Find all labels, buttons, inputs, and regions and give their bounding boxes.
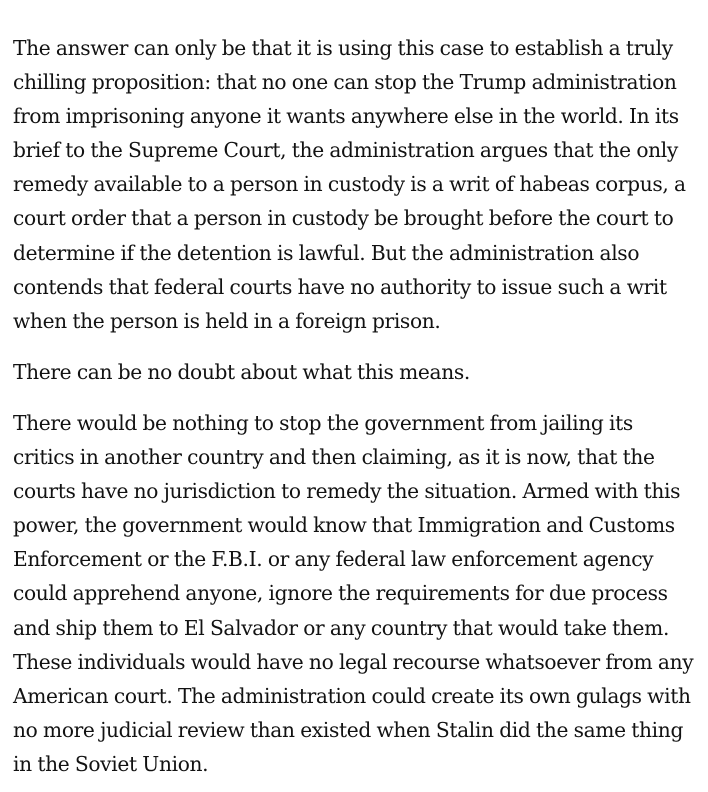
paragraph-no-doubt: There can be no doubt about what this means.	[13, 359, 470, 384]
paragraph-habeas-argument: The answer can only be that it is using this case to establish a truly chilling proposition: that no one can stop the Trump administration from imprisoning anyone it wants anywhere else in the world. In its brief to the Supreme Court, the administration argues that the only remedy available to a person in custody is a writ of habeas corpus, a court order that a person in custody be brought before the court to determine if the detention is lawful. But the administration also contends that federal courts have no authority to issue such a writ when the person is held in a foreign prison.	[13, 36, 686, 333]
paragraph-consequences: There would be nothing to stop the government from jailing its critics in another country and then claiming, as it is now, that the courts have no jurisdiction to remedy the situation. Armed with this power, the government would know that Immigration and Customs Enforcement or the F.B.I. or any federal law enforcement agency could apprehend anyone, ignore the requirements for due process and ship them to El Salvador or any country that would take them. These individuals would have no legal recourse whatsoever from any American court. The administration could create its own gulags with no more judicial review than existed when Stalin did the same thing in the Soviet Union.	[13, 410, 694, 776]
